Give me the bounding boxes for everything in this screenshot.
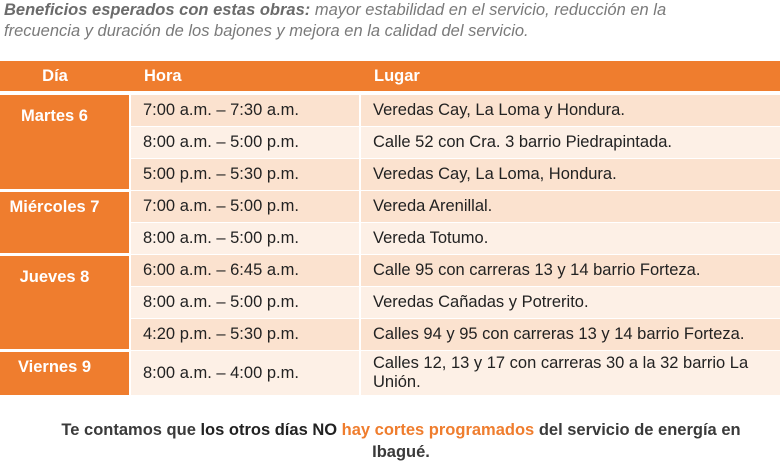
hour-cell: 8:00 a.m. – 4:00 p.m.: [130, 351, 360, 396]
intro-line-1: [4, 0, 780, 21]
note-part-2: los otros días NO: [200, 421, 338, 439]
place-cell: Calle 52 con Cra. 3 barrio Piedrapintada.: [360, 127, 780, 159]
schedule-table: [0, 61, 780, 396]
header-place: Lugar: [360, 61, 780, 93]
note-part-1: Te contamos que: [61, 421, 201, 439]
note-highlight: hay cortes programados: [337, 421, 535, 439]
place-cell: Vereda Totumo.: [360, 223, 780, 255]
day-cell: Viernes 9: [0, 351, 130, 396]
place-cell: Calle 95 con carreras 13 y 14 barrio Forteza.: [360, 255, 780, 287]
hour-cell: 7:00 a.m. – 5:00 p.m.: [130, 191, 360, 223]
table-row: [0, 351, 780, 396]
header-day: Día: [0, 61, 130, 93]
place-cell: Calles 94 y 95 con carreras 13 y 14 barrio Forteza.: [360, 319, 780, 351]
place-cell: Calles 12, 13 y 17 con carreras 30 a la 32 barrio La Unión.: [360, 351, 780, 396]
note-part-4: del servicio de energía en: [534, 421, 741, 439]
place-cell: Veredas Cay, La Loma y Hondura.: [360, 93, 780, 127]
intro-line-1-rest: mayor estabilidad en el servicio, reducción en la: [310, 1, 667, 19]
hour-cell: 5:00 p.m. – 5:30 p.m.: [130, 159, 360, 191]
hour-cell: 8:00 a.m. – 5:00 p.m.: [130, 127, 360, 159]
hour-cell: 8:00 a.m. – 5:00 p.m.: [130, 287, 360, 319]
place-cell: Veredas Cay, La Loma, Hondura.: [360, 159, 780, 191]
intro-line-2: frecuencia y duración de los bajones y mejora en la calidad del servicio.: [4, 22, 529, 40]
hour-cell: 6:00 a.m. – 6:45 a.m.: [130, 255, 360, 287]
footer-note-line-1: [0, 419, 780, 441]
hour-cell: 7:00 a.m. – 7:30 a.m.: [130, 93, 360, 127]
day-cell: Jueves 8: [0, 255, 130, 351]
table-row: [0, 191, 780, 223]
day-cell: Miércoles 7: [0, 191, 130, 255]
hour-cell: 4:20 p.m. – 5:30 p.m.: [130, 319, 360, 351]
intro-bold: Beneficios esperados con estas obras:: [4, 1, 311, 19]
day-cell: Martes 6: [0, 93, 130, 191]
place-cell: Veredas Cañadas y Potrerito.: [360, 287, 780, 319]
intro-paragraph: [4, 0, 780, 42]
header-hour: Hora: [130, 61, 360, 93]
place-cell: Vereda Arenillal.: [360, 191, 780, 223]
table-row: [0, 93, 780, 127]
table-row: [0, 255, 780, 287]
hour-cell: 8:00 a.m. – 5:00 p.m.: [130, 223, 360, 255]
footer-note-line-2: Ibagué.: [372, 443, 430, 461]
table-header-row: [0, 61, 780, 93]
footer-note: [0, 419, 780, 463]
